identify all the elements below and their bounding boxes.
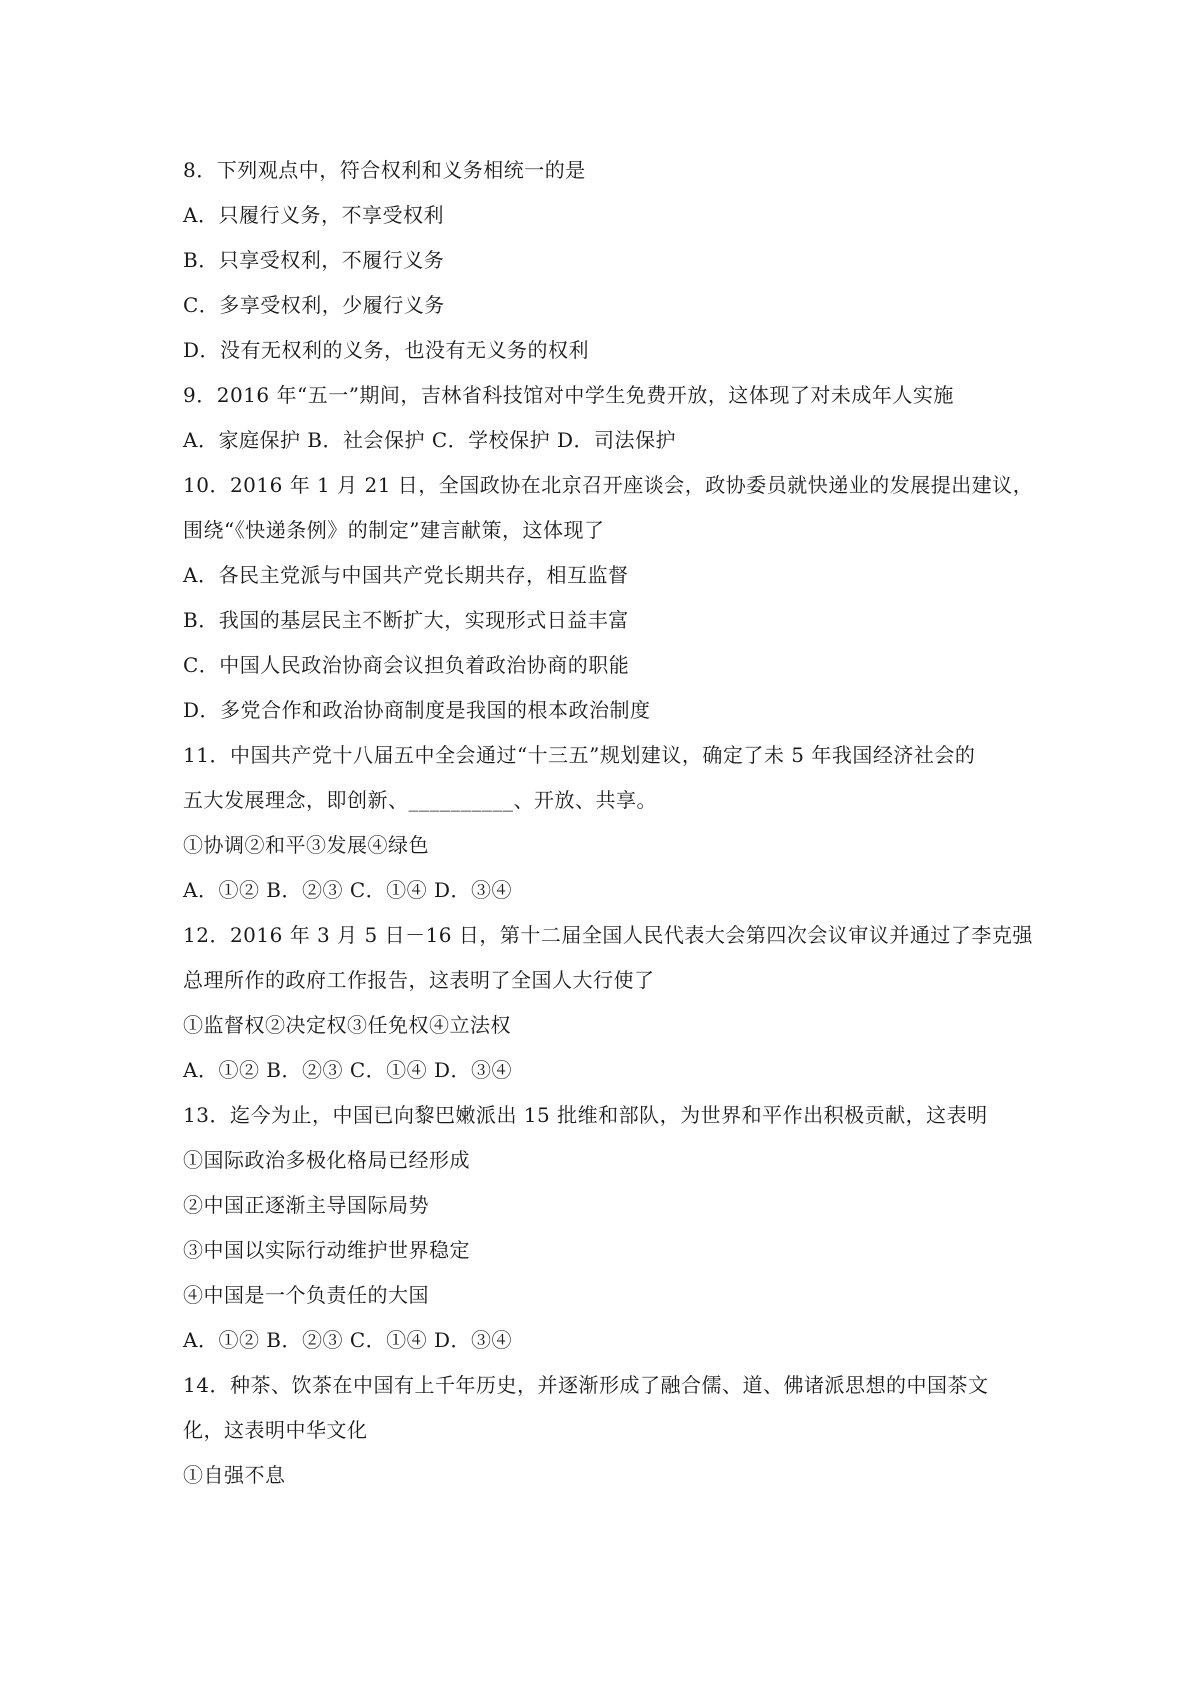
question-12-stem-line-1: 12．2016 年 3 月 5 日－16 日，第十二届全国人民代表大会第四次会议审议并通过了李克强 <box>183 923 1033 947</box>
question-14-stem-line-1: 14．种茶、饮茶在中国有上千年历史，并逐渐形成了融合儒、道、佛诸派思想的中国茶文 <box>183 1373 989 1397</box>
question-13-statement-3: ③中国以实际行动维护世界稳定 <box>183 1238 470 1262</box>
question-11-stem-line-1: 11．中国共产党十八届五中全会通过“十三五”规划建议，确定了未 5 年我国经济社会的 <box>183 743 976 767</box>
question-13-stem: 13．迄今为止，中国已向黎巴嫩派出 15 批维和部队，为世界和平作出积极贡献，这表明 <box>183 1103 988 1127</box>
question-11-stem-line-2: 五大发展理念，即创新、__________、开放、共享。 <box>183 788 657 812</box>
question-10-option-d: D．多党合作和政治协商制度是我国的根本政治制度 <box>183 698 651 722</box>
question-10-option-a: A．各民主党派与中国共产党长期共存，相互监督 <box>183 563 629 587</box>
question-9-options: A．家庭保护 B．社会保护 C．学校保护 D．司法保护 <box>183 428 677 452</box>
question-8-stem: 8．下列观点中，符合权利和义务相统一的是 <box>183 158 586 182</box>
question-11-options: A．①② B．②③ C．①④ D．③④ <box>183 878 513 902</box>
question-8-option-c: C．多享受权利，少履行义务 <box>183 293 445 317</box>
question-8-option-a: A．只履行义务，不享受权利 <box>183 203 444 227</box>
question-12-options: A．①② B．②③ C．①④ D．③④ <box>183 1058 513 1082</box>
question-13-options: A．①② B．②③ C．①④ D．③④ <box>183 1328 513 1352</box>
question-10-stem-line-1: 10．2016 年 1 月 21 日，全国政协在北京召开座谈会，政协委员就快递业的发展提出建议， <box>183 473 1034 497</box>
question-12-stem-line-2: 总理所作的政府工作报告，这表明了全国人大行使了 <box>183 968 655 992</box>
question-8-option-d: D．没有无权利的义务，也没有无义务的权利 <box>183 338 590 362</box>
question-12-statements: ①监督权②决定权③任免权④立法权 <box>183 1013 511 1037</box>
question-10-option-c: C．中国人民政治协商会议担负着政治协商的职能 <box>183 653 630 677</box>
question-10-stem-line-2: 围绕“《快递条例》的制定”建言献策，这体现了 <box>183 518 605 542</box>
question-8-option-b: B．只享受权利，不履行义务 <box>183 248 445 272</box>
question-14-stem-line-2: 化，这表明中华文化 <box>183 1418 368 1442</box>
question-13-statement-2: ②中国正逐渐主导国际局势 <box>183 1193 429 1217</box>
question-9-stem: 9．2016 年“五一”期间，吉林省科技馆对中学生免费开放，这体现了对未成年人实施 <box>183 383 954 407</box>
question-13-statement-4: ④中国是一个负责任的大国 <box>183 1283 429 1307</box>
question-13-statement-1: ①国际政治多极化格局已经形成 <box>183 1148 470 1172</box>
question-11-statements: ①协调②和平③发展④绿色 <box>183 833 429 857</box>
question-14-statement-1: ①自强不息 <box>183 1463 286 1487</box>
question-10-option-b: B．我国的基层民主不断扩大，实现形式日益丰富 <box>183 608 629 632</box>
